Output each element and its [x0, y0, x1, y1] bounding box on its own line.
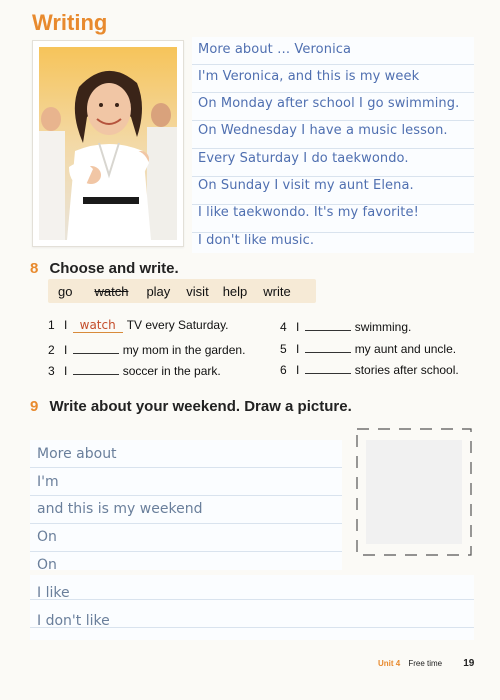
- writing-sample-line: I like taekwondo. It's my favorite!: [198, 205, 419, 220]
- picture-drawing-box[interactable]: [356, 428, 472, 556]
- answer-blank[interactable]: [305, 340, 351, 353]
- writing-prompt: I like: [37, 585, 70, 601]
- taekwondo-photo: [32, 40, 184, 247]
- word-bank-item: write: [263, 283, 291, 299]
- writing-sample-line: I'm Veronica, and this is my week: [198, 69, 420, 84]
- writing-prompt: On: [37, 529, 57, 545]
- sentence-item: 2 I my mom in the garden.: [48, 343, 246, 357]
- writing-sample-line: On Wednesday I have a music lesson.: [198, 123, 448, 138]
- exercise-9-header: [30, 396, 352, 415]
- answer-blank[interactable]: watch: [73, 318, 123, 333]
- writing-sample-line: Every Saturday I do taekwondo.: [198, 151, 409, 166]
- writing-prompt: I don't like: [37, 613, 110, 629]
- exercise-title: Choose and write.: [49, 260, 179, 277]
- word-bank-item: visit: [186, 283, 209, 299]
- exercise-8-header: [30, 258, 179, 277]
- girl-in-taekwondo-uniform-image: [39, 47, 177, 240]
- sentence-item: 4 I swimming.: [280, 320, 412, 334]
- exercise-number: 9: [30, 398, 39, 415]
- writing-sample-line: On Sunday I visit my aunt Elena.: [198, 178, 414, 193]
- answer-blank[interactable]: [73, 362, 119, 375]
- word-bank-item: go: [58, 283, 73, 299]
- page-footer: [378, 651, 474, 670]
- answer-blank[interactable]: [305, 361, 351, 374]
- sentence-item: 6 I stories after school.: [280, 363, 459, 377]
- word-bank-item: play: [146, 283, 171, 299]
- writing-prompt: and this is my weekend: [37, 501, 203, 517]
- exercise-title: Write about your weekend. Draw a picture.: [49, 398, 352, 415]
- writing-sample-line: On Monday after school I go swimming.: [198, 96, 460, 111]
- word-bank: [48, 279, 316, 303]
- exercise-number: 8: [30, 260, 39, 277]
- writing-sample-line: More about … Veronica: [198, 42, 352, 57]
- section-title: Writing: [32, 10, 108, 35]
- writing-prompt: On: [37, 557, 57, 573]
- footer-unit-title: Free time: [408, 659, 443, 668]
- answer-blank[interactable]: [305, 318, 351, 331]
- dashed-frame-graphic: [356, 428, 472, 556]
- weekend-writing-area-lower[interactable]: [30, 575, 474, 640]
- sentence-item: 5 I my aunt and uncle.: [280, 342, 457, 356]
- answer-blank[interactable]: [73, 341, 119, 354]
- writing-prompt: I'm: [37, 474, 59, 490]
- writing-prompt: More about: [37, 446, 117, 462]
- writing-sample-line: I don't like music.: [198, 233, 315, 248]
- word-bank-item-used: watch: [94, 283, 129, 299]
- sentence-item: 3 I soccer in the park.: [48, 364, 221, 378]
- sentence-item: 1 I watch TV every Saturday.: [48, 318, 229, 332]
- footer-unit: Unit 4: [378, 659, 401, 668]
- page-number: 19: [463, 658, 475, 669]
- word-bank-item: help: [222, 283, 248, 299]
